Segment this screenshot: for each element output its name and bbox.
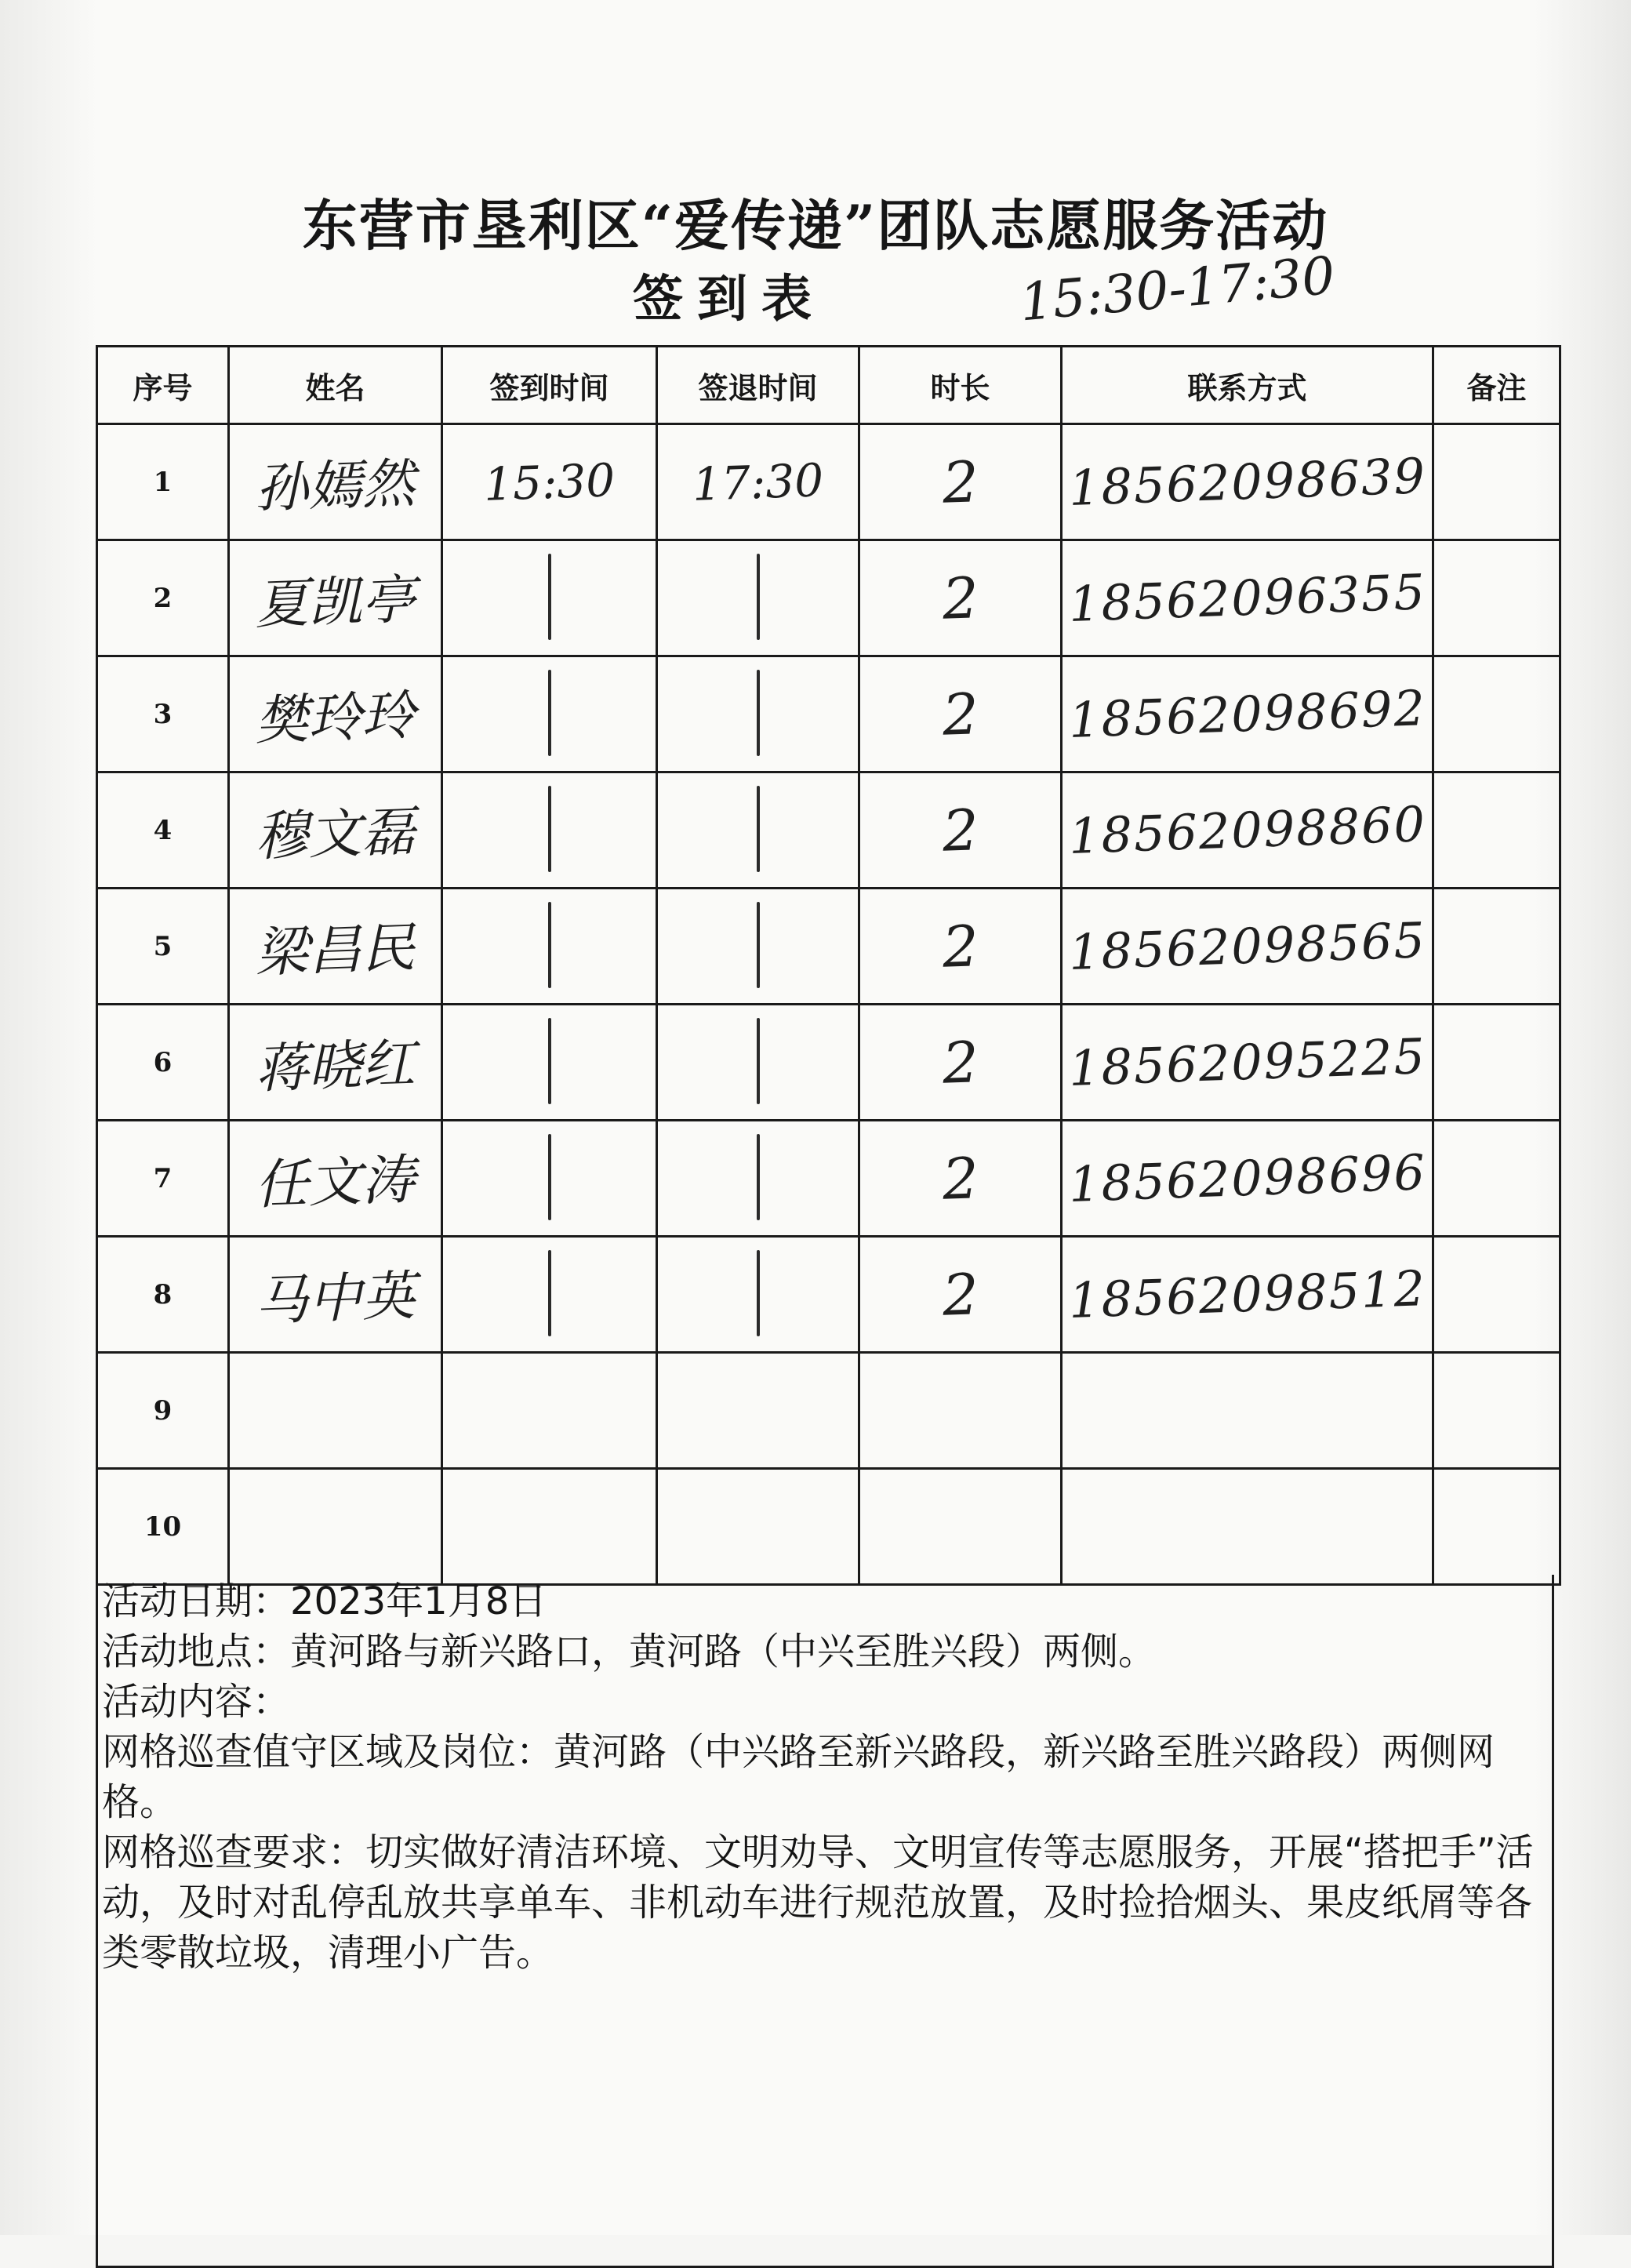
row-sign-in-cell xyxy=(442,772,657,889)
table-row xyxy=(97,1469,1560,1585)
row-phone: 18562098860 xyxy=(1067,795,1427,865)
row-phone: 18562098692 xyxy=(1067,679,1427,749)
row-sign-out-cell xyxy=(657,1237,859,1353)
row-note xyxy=(1433,424,1560,540)
row-note xyxy=(1433,889,1560,1005)
row-phone: 18562096355 xyxy=(1067,563,1427,633)
row-sign-in xyxy=(442,1469,657,1585)
row-seq: 8 xyxy=(97,1237,229,1353)
row-sign-out-cell xyxy=(657,1121,859,1237)
row-note xyxy=(1433,1353,1560,1469)
row-duration: 2 xyxy=(941,1028,979,1096)
row-duration: 2 xyxy=(941,1144,979,1212)
ditto-mark xyxy=(757,670,760,756)
row-sign-in: 15:30 xyxy=(482,453,616,511)
row-phone-cell xyxy=(1062,772,1433,889)
row-name: 孙嫣然 xyxy=(254,453,417,521)
document-title: 东营市垦利区“爱传递”团队志愿服务活动 xyxy=(302,193,1329,258)
ditto-mark xyxy=(548,1250,551,1336)
row-note xyxy=(1433,1469,1560,1585)
row-name-cell xyxy=(229,889,442,1005)
row-name-cell xyxy=(229,772,442,889)
row-name: 蒋晓红 xyxy=(254,1033,417,1101)
row-name-cell xyxy=(229,1005,442,1121)
row-name: 夏凯亭 xyxy=(254,569,417,637)
row-duration: 2 xyxy=(941,796,979,864)
header-seq: 序号 xyxy=(97,347,229,424)
row-name-cell xyxy=(229,1121,442,1237)
row-note xyxy=(1433,1121,1560,1237)
activity-content-label: 活动内容： xyxy=(102,1680,291,1724)
row-sign-in-cell xyxy=(442,1237,657,1353)
row-name: 马中英 xyxy=(254,1265,417,1333)
row-phone: 18562098512 xyxy=(1067,1259,1427,1329)
row-duration xyxy=(859,1353,1062,1469)
activity-notes xyxy=(102,1576,1553,1978)
row-name-cell xyxy=(229,1237,442,1353)
row-duration: 2 xyxy=(941,912,979,980)
row-sign-in-cell xyxy=(442,889,657,1005)
row-phone: 18562098639 xyxy=(1067,447,1427,517)
ditto-mark xyxy=(548,554,551,640)
ditto-mark xyxy=(548,1018,551,1104)
row-duration-cell xyxy=(859,1005,1062,1121)
table-row xyxy=(97,424,1560,540)
row-name: 穆文磊 xyxy=(254,801,417,869)
ditto-mark xyxy=(548,1134,551,1220)
row-phone-cell xyxy=(1062,1237,1433,1353)
table-header-row xyxy=(97,347,1560,424)
row-sign-in xyxy=(442,1353,657,1469)
row-seq: 1 xyxy=(97,424,229,540)
row-sign-in-cell xyxy=(442,424,657,540)
row-seq: 6 xyxy=(97,1005,229,1121)
table-row xyxy=(97,540,1560,656)
row-duration-cell xyxy=(859,424,1062,540)
row-name-cell xyxy=(229,424,442,540)
row-phone: 18562098696 xyxy=(1067,1143,1427,1213)
row-seq: 7 xyxy=(97,1121,229,1237)
ditto-mark xyxy=(757,902,760,988)
header-name: 姓名 xyxy=(229,347,442,424)
row-duration-cell xyxy=(859,772,1062,889)
header-duration: 时长 xyxy=(859,347,1062,424)
row-sign-out-cell xyxy=(657,772,859,889)
row-duration: 2 xyxy=(941,448,979,516)
ditto-mark xyxy=(757,1018,760,1104)
row-sign-out-cell xyxy=(657,656,859,772)
row-sign-out-cell xyxy=(657,889,859,1005)
row-sign-out-cell xyxy=(657,424,859,540)
ditto-mark xyxy=(548,670,551,756)
handwritten-time-range: 15:30-17:30 xyxy=(1017,245,1338,333)
activity-location: 活动地点：黄河路与新兴路口，黄河路（中兴至胜兴段）两侧。 xyxy=(102,1630,1157,1674)
row-phone-cell xyxy=(1062,1005,1433,1121)
row-duration: 2 xyxy=(941,564,979,632)
row-sign-out-cell xyxy=(657,1005,859,1121)
row-name-cell xyxy=(229,656,442,772)
row-sign-out-cell xyxy=(657,540,859,656)
ditto-mark xyxy=(548,902,551,988)
row-seq: 10 xyxy=(97,1469,229,1585)
row-duration-cell xyxy=(859,1121,1062,1237)
row-sign-out xyxy=(657,1469,859,1585)
header-contact: 联系方式 xyxy=(1062,347,1433,424)
patrol-area: 网格巡查值守区域及岗位：黄河路（中兴路至新兴路段，新兴路至胜兴路段）两侧网格。 xyxy=(102,1730,1495,1824)
row-note xyxy=(1433,656,1560,772)
row-phone-cell xyxy=(1062,1121,1433,1237)
row-sign-in-cell xyxy=(442,540,657,656)
row-duration-cell xyxy=(859,656,1062,772)
row-duration: 2 xyxy=(941,680,979,748)
row-phone: 18562098565 xyxy=(1067,911,1427,981)
row-sign-in-cell xyxy=(442,1005,657,1121)
table-row xyxy=(97,889,1560,1005)
table-row xyxy=(97,1005,1560,1121)
row-duration: 2 xyxy=(941,1260,979,1328)
document-subtitle: 签到表 xyxy=(633,270,826,329)
row-sign-in-cell xyxy=(442,1121,657,1237)
row-seq: 9 xyxy=(97,1353,229,1469)
ditto-mark xyxy=(757,1134,760,1220)
row-phone: 18562095225 xyxy=(1067,1027,1427,1097)
row-phone xyxy=(1062,1469,1433,1585)
row-note xyxy=(1433,1237,1560,1353)
ditto-mark xyxy=(757,786,760,872)
table-row xyxy=(97,1121,1560,1237)
row-phone xyxy=(1062,1353,1433,1469)
row-name-cell xyxy=(229,540,442,656)
sign-in-table xyxy=(96,345,1561,1586)
row-name: 樊玲玲 xyxy=(254,685,417,753)
row-seq: 5 xyxy=(97,889,229,1005)
table-row xyxy=(97,772,1560,889)
row-note xyxy=(1433,772,1560,889)
table-row xyxy=(97,1237,1560,1353)
row-name xyxy=(229,1469,442,1585)
row-phone-cell xyxy=(1062,424,1433,540)
table-row xyxy=(97,656,1560,772)
header-sign-in: 签到时间 xyxy=(442,347,657,424)
row-note xyxy=(1433,1005,1560,1121)
row-sign-out: 17:30 xyxy=(691,453,825,511)
header-sign-out: 签退时间 xyxy=(657,347,859,424)
row-duration xyxy=(859,1469,1062,1585)
row-sign-in-cell xyxy=(442,656,657,772)
row-duration-cell xyxy=(859,889,1062,1005)
row-phone-cell xyxy=(1062,889,1433,1005)
row-phone-cell xyxy=(1062,656,1433,772)
row-duration-cell xyxy=(859,1237,1062,1353)
ditto-mark xyxy=(757,554,760,640)
table-row xyxy=(97,1353,1560,1469)
row-seq: 3 xyxy=(97,656,229,772)
activity-date: 活动日期：2023年1月8日 xyxy=(102,1579,547,1623)
row-seq: 4 xyxy=(97,772,229,889)
header-remarks: 备注 xyxy=(1433,347,1560,424)
row-name: 梁昌民 xyxy=(254,917,417,985)
row-duration-cell xyxy=(859,540,1062,656)
row-note xyxy=(1433,540,1560,656)
row-phone-cell xyxy=(1062,540,1433,656)
row-name: 任文涛 xyxy=(254,1149,417,1217)
row-name xyxy=(229,1353,442,1469)
row-sign-out xyxy=(657,1353,859,1469)
ditto-mark xyxy=(548,786,551,872)
row-seq: 2 xyxy=(97,540,229,656)
patrol-requirements: 网格巡查要求：切实做好清洁环境、文明劝导、文明宣传等志愿服务，开展“搭把手”活动，及时对乱停乱放共享单车、非机动车进行规范放置，及时捡拾烟头、果皮纸屑等各类零散垃圾，清理小广告。 xyxy=(102,1830,1534,1975)
ditto-mark xyxy=(757,1250,760,1336)
